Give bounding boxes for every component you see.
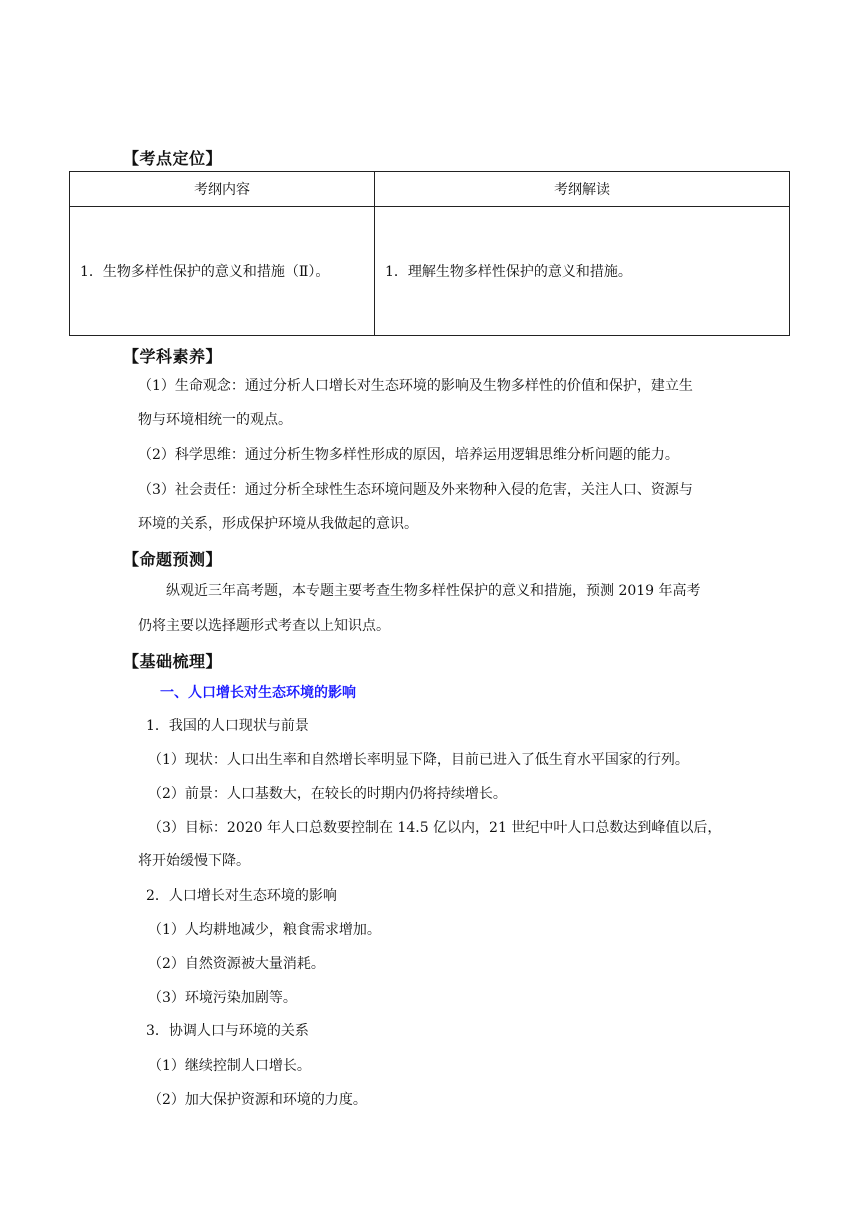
list-item: （2）前景：人口基数大，在较长的时期内仍将持续增长。 xyxy=(148,786,507,802)
list-item: 1．我国的人口现状与前景 xyxy=(146,718,309,734)
paragraph-line: （1）生命观念：通过分析人口增长对生态环境的影响及生物多样性的价值和保护，建立生 xyxy=(138,378,693,394)
paragraph-line: （3）社会责任：通过分析全球性生态环境问题及外来物种入侵的危害，关注人口、资源与 xyxy=(138,482,693,498)
list-item: （2）加大保护资源和环境的力度。 xyxy=(148,1092,367,1108)
subsection-title: 一、人口增长对生态环境的影响 xyxy=(160,685,356,701)
section-heading-suyang: 【学科素养】 xyxy=(123,347,223,366)
list-item: 将开始缓慢下降。 xyxy=(138,853,250,869)
section-heading-kaodian: 【考点定位】 xyxy=(123,149,223,168)
list-item: 3．协调人口与环境的关系 xyxy=(146,1023,309,1039)
paragraph-line: 纵观近三年高考题，本专题主要考查生物多样性保护的意义和措施，预测 2019 年高考 xyxy=(166,583,701,599)
list-item: （2）自然资源被大量消耗。 xyxy=(148,956,325,972)
list-item: （3）环境污染加剧等。 xyxy=(148,990,297,1006)
list-item: （1）继续控制人口增长。 xyxy=(148,1058,311,1074)
table-header-interpretation: 考纲解读 xyxy=(375,172,790,207)
list-item: （3）目标：2020 年人口总数要控制在 14.5 亿以内，21 世纪中叶人口总数达到峰值以后， xyxy=(148,820,722,836)
paragraph-line: 仍将主要以选择题形式考查以上知识点。 xyxy=(138,618,390,634)
paragraph-line: 物与环境相统一的观点。 xyxy=(138,412,292,428)
list-item: （1）现状：人口出生率和自然增长率明显下降，目前已进入了低生育水平国家的行列。 xyxy=(148,752,689,768)
table-header-row xyxy=(70,172,790,207)
table-cell-content: 1．生物多样性保护的意义和措施（Ⅱ）。 xyxy=(70,207,375,336)
exam-outline-table xyxy=(69,171,790,336)
list-item: （1）人均耕地减少，粮食需求增加。 xyxy=(148,922,381,938)
section-heading-yuce: 【命题预测】 xyxy=(123,550,223,569)
paragraph-line: 环境的关系，形成保护环境从我做起的意识。 xyxy=(138,516,418,532)
list-item: 2．人口增长对生态环境的影响 xyxy=(146,888,337,904)
table-cell-interpretation: 1．理解生物多样性保护的意义和措施。 xyxy=(375,207,790,336)
table-row xyxy=(70,207,790,336)
paragraph-line: （2）科学思维：通过分析生物多样性形成的原因，培养运用逻辑思维分析问题的能力。 xyxy=(138,447,679,463)
section-heading-shuli: 【基础梳理】 xyxy=(123,652,223,671)
table-header-content: 考纲内容 xyxy=(70,172,375,207)
